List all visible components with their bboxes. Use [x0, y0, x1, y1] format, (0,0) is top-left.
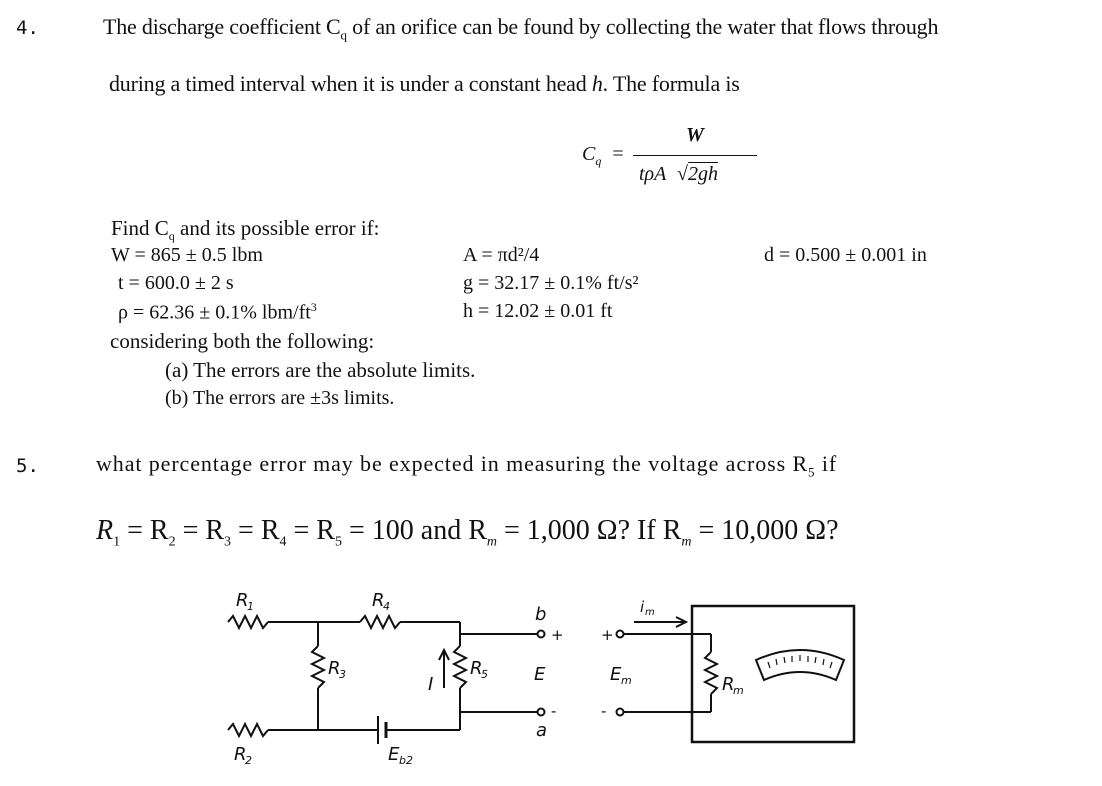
given-A: A = πd²/4 — [463, 244, 540, 266]
question-text: what percentage error may be expected in measuring the voltage across R — [96, 451, 809, 476]
eq-r3: = R — [175, 515, 225, 546]
label-r3-sub: 3 — [339, 668, 346, 681]
eq-r1: R — [96, 515, 114, 546]
eq-s4: 4 — [279, 534, 287, 550]
given-d: d = 0.500 ± 0.001 in — [764, 244, 927, 266]
label-r1: R — [236, 590, 249, 611]
considering-line: considering both the following: — [110, 329, 375, 353]
case-a: (a) The errors are the absolute limits. — [165, 358, 476, 382]
eq-value-rm: = 100 and R — [341, 515, 487, 546]
label-im-sub: m — [645, 607, 655, 618]
formula-lhs-sub: q — [595, 154, 602, 168]
formula-equals: = — [612, 143, 624, 165]
r4-resistor — [360, 616, 400, 628]
eq-r4: = R — [231, 515, 280, 546]
problem-5-number: 5. — [16, 455, 39, 477]
meter-terminal-plus — [617, 631, 624, 638]
sqrt-sign: √ — [677, 163, 688, 185]
meter-box — [692, 606, 854, 742]
r3-resistor — [312, 646, 324, 688]
intro-text-rest: of an orifice can be found by collecting the water that flows through — [346, 14, 939, 39]
find-sub: q — [168, 229, 175, 244]
case-b: (b) The errors are ±3s limits. — [165, 387, 395, 409]
intro-sub: q — [340, 27, 347, 43]
label-rm-sub: m — [733, 684, 744, 697]
label-em: E — [610, 664, 622, 685]
terminal-a — [538, 709, 545, 716]
eq-value-3: = 10,000 Ω? — [691, 515, 839, 546]
meter-scale-ticks — [768, 655, 832, 668]
eq-s1: 1 — [113, 534, 121, 550]
given-rho-sup: 3 — [310, 300, 317, 314]
label-eb-sub: b2 — [399, 754, 413, 767]
find-rest: and its possible error if: — [174, 216, 380, 240]
eq-r2: = R — [120, 515, 169, 546]
label-e: E — [534, 664, 546, 685]
label-i: I — [428, 674, 434, 695]
terminal-b — [538, 631, 545, 638]
given-h: h = 12.02 ± 0.01 ft — [463, 300, 613, 322]
label-r3: R — [328, 658, 341, 679]
eq-s5: 5 — [334, 534, 342, 550]
label-b: b — [535, 604, 547, 625]
label-rm: R — [722, 674, 735, 695]
r2-resistor — [228, 724, 268, 736]
eq-r5: = R — [286, 515, 335, 546]
question-sub: 5 — [808, 464, 816, 480]
label-r2: R — [234, 744, 247, 765]
formula-lhs-letter: C — [582, 143, 596, 165]
find-text: Find C — [111, 216, 169, 240]
formula-numerator: W — [686, 124, 704, 146]
r5-resistor — [454, 646, 466, 688]
label-r5: R — [470, 658, 483, 679]
label-im: i — [640, 598, 645, 616]
formula-denominator-b: 2gh — [688, 163, 718, 185]
eq-sm2: m — [681, 534, 692, 550]
intro-line2-b: . The formula is — [602, 71, 740, 96]
label-meter-minus: - — [601, 702, 607, 720]
label-plus: + — [551, 626, 564, 644]
eq-s3: 3 — [224, 534, 232, 550]
given-g: g = 32.17 ± 0.1% ft/s² — [463, 272, 639, 294]
given-t: t = 600.0 ± 2 s — [118, 272, 234, 294]
label-meter-plus: + — [601, 626, 614, 644]
r1-resistor — [228, 616, 268, 628]
label-r2-sub: 2 — [245, 754, 252, 767]
label-em-sub: m — [621, 674, 632, 687]
given-W: W = 865 ± 0.5 lbm — [111, 244, 263, 266]
label-minus: - — [551, 702, 557, 720]
intro-text: The discharge coefficient C — [103, 14, 341, 39]
question-end: if — [815, 451, 838, 476]
label-r4: R — [372, 590, 385, 611]
label-a: a — [536, 720, 548, 741]
eq-s2: 2 — [168, 534, 176, 550]
formula-denominator-a: tρA — [639, 163, 667, 185]
rm-resistor — [705, 652, 717, 694]
label-r5-sub: 5 — [481, 668, 488, 681]
eq-value-2: = 1,000 Ω? If R — [497, 515, 682, 546]
label-r4-sub: 4 — [383, 600, 390, 613]
eq-sm: m — [486, 534, 498, 550]
given-rho-text: ρ = 62.36 ± 0.1% lbm/ft — [118, 301, 311, 324]
label-r1-sub: 1 — [247, 600, 254, 613]
label-eb: E — [388, 744, 400, 765]
intro-line2-a: during a timed interval when it is under a constant head — [109, 71, 592, 96]
intro-line2-h: h — [591, 71, 603, 96]
problem-4-number: 4. — [16, 17, 39, 39]
meter-terminal-minus — [617, 709, 624, 716]
